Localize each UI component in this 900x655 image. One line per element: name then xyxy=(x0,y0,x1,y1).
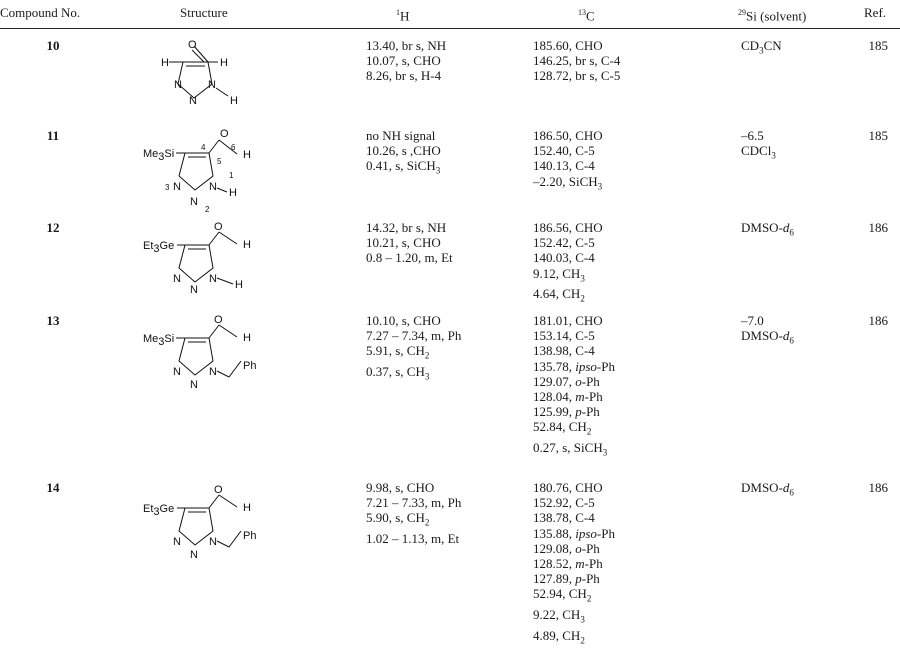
substituent xyxy=(143,240,174,255)
header-13c xyxy=(578,5,595,24)
substituent xyxy=(143,503,174,518)
c-italic: p xyxy=(575,404,582,420)
structure-13 xyxy=(143,313,283,393)
h-line: 10.21, s, CHO xyxy=(366,235,441,251)
phenyl-label: Ph xyxy=(243,530,257,542)
n-hydrogen: H xyxy=(230,95,238,107)
c-text: 128.52, xyxy=(533,556,576,572)
structure-10 xyxy=(150,38,280,113)
h-line: 7.21 – 7.33, m, Ph xyxy=(366,495,462,511)
c-line: 138.98, C-4 xyxy=(533,343,595,359)
si-subscript: 3 xyxy=(759,45,764,56)
si-line xyxy=(741,328,794,349)
c-text: 129.08, xyxy=(533,540,576,556)
c-line: 186.50, CHO xyxy=(533,128,603,143)
c-text-tail: -Ph xyxy=(581,540,600,556)
header-structure: Structure xyxy=(180,5,228,20)
c-line: 186.56, CHO xyxy=(533,220,603,235)
ring-n2: N xyxy=(190,549,198,561)
cho-hydrogen: H xyxy=(243,149,251,161)
c-text: 0.27, s, SiCH xyxy=(533,440,603,456)
c-line: 140.03, C-4 xyxy=(533,250,595,266)
cho-hydrogen: H xyxy=(243,239,251,251)
header-29si xyxy=(738,5,806,24)
c-subscript: 2 xyxy=(580,294,585,304)
c-text: 127.89, xyxy=(533,571,576,587)
header-rule xyxy=(0,28,900,29)
c-line: 152.92, C-5 xyxy=(533,495,595,511)
ring-n3: N xyxy=(173,536,181,548)
c-text-tail: -Ph xyxy=(581,571,600,587)
ring-n1: N xyxy=(209,181,217,193)
atom-number: 1 xyxy=(229,171,234,180)
c-text-tail: -Ph xyxy=(584,389,603,405)
c-line: 146.25, br s, C-4 xyxy=(533,53,621,69)
h-nmr-data xyxy=(366,220,453,266)
substituent-group: Me xyxy=(143,148,159,160)
cho-hydrogen: H xyxy=(243,502,251,514)
h-line xyxy=(366,510,461,531)
cho-oxygen: O xyxy=(188,39,197,51)
cho-oxygen: O xyxy=(214,484,223,496)
atom-number: 2 xyxy=(205,205,210,214)
c-nmr-data xyxy=(533,128,603,194)
c-subscript: 3 xyxy=(580,614,585,625)
ring-n1: N xyxy=(209,273,217,285)
si-line xyxy=(741,38,782,59)
c-line xyxy=(533,556,615,571)
c-text: 125.99, xyxy=(533,404,576,420)
si-nmr-data xyxy=(741,128,776,164)
header-1h-label: H xyxy=(400,8,410,24)
substituent-element: Si xyxy=(164,333,175,345)
phenyl-label: Ph xyxy=(243,360,257,372)
reference: 186 xyxy=(868,220,888,235)
c-text: 9.22, CH xyxy=(533,607,581,623)
h-line: 13.40, br s, NH xyxy=(366,38,447,53)
si-nmr-data xyxy=(741,220,794,241)
h-subscript: 3 xyxy=(435,166,441,176)
c-line xyxy=(533,404,615,419)
substituent-subscript: 3 xyxy=(158,151,165,163)
c-line: 181.01, CHO xyxy=(533,313,603,328)
si-text-tail: CN xyxy=(763,38,782,53)
si-subscript: 6 xyxy=(789,227,794,238)
atom-number: 3 xyxy=(165,183,170,192)
compound-number: 12 xyxy=(46,220,60,235)
h-text: 5.90, s, CH xyxy=(366,510,425,526)
si-subscript: 6 xyxy=(789,335,794,346)
n-hydrogen: H xyxy=(235,279,243,291)
h-nmr-data xyxy=(366,313,461,385)
substituent-group: Et xyxy=(143,240,154,252)
c-text-tail: -Ph xyxy=(596,525,615,541)
si-line: –7.0 xyxy=(741,313,764,328)
cho-oxygen: O xyxy=(214,221,223,233)
c-text: 135.88, xyxy=(533,525,576,541)
h-line: 8.26, br s, H-4 xyxy=(366,68,442,84)
si-italic: d xyxy=(782,220,790,235)
structure-12 xyxy=(143,220,283,295)
structure-11 xyxy=(143,128,283,218)
si-line xyxy=(741,143,776,164)
header-ref: Ref. xyxy=(864,5,887,20)
substituent: H xyxy=(161,57,169,69)
h-nmr-data xyxy=(366,38,446,84)
h-subscript: 2 xyxy=(424,518,430,528)
c-text: 128.04, xyxy=(533,389,576,405)
h-subscript: 2 xyxy=(424,351,430,361)
si-nmr-data xyxy=(741,480,794,501)
c-line: 152.40, C-5 xyxy=(533,143,595,159)
h-line: 14.32, br s, NH xyxy=(366,220,447,235)
header-29si-label: Si (solvent) xyxy=(746,8,807,24)
h-line: 9.98, s, CHO xyxy=(366,480,435,495)
h-text: 0.37, s, CH xyxy=(366,364,425,380)
h-line xyxy=(366,364,461,385)
c-line: 153.14, C-5 xyxy=(533,328,595,344)
c-line xyxy=(533,419,615,440)
c-line xyxy=(533,359,615,374)
compound-number: 14 xyxy=(46,480,60,495)
si-nmr-data xyxy=(741,38,782,59)
substituent-subscript: 3 xyxy=(158,336,165,348)
cho-oxygen: O xyxy=(220,128,229,140)
reference: 186 xyxy=(868,313,888,328)
c-line xyxy=(533,571,615,586)
c-text: 4.64, CH xyxy=(533,286,581,302)
h-nmr-data xyxy=(366,480,461,546)
c-italic: o xyxy=(575,540,582,556)
h-line: 10.07, s, CHO xyxy=(366,53,441,69)
c-nmr-data xyxy=(533,313,615,461)
h-line xyxy=(366,158,441,179)
substituent xyxy=(143,148,174,163)
c-line xyxy=(533,389,615,404)
atom-number: 4 xyxy=(201,143,206,152)
c-line: 138.78, C-4 xyxy=(533,510,595,526)
c-subscript: 2 xyxy=(586,594,592,605)
reference: 185 xyxy=(868,128,888,143)
ring-n2: N xyxy=(190,379,198,391)
substituent-element: Ge xyxy=(159,503,175,515)
c-line xyxy=(533,628,615,649)
c-italic: ipso xyxy=(575,525,597,541)
c-text-tail: -Ph xyxy=(596,358,615,374)
c-text-tail: -Ph xyxy=(584,556,603,572)
ring-n2: N xyxy=(189,95,197,107)
reference: 186 xyxy=(868,480,888,495)
si-text: CDCl xyxy=(741,143,772,159)
h-line: 10.10, s, CHO xyxy=(366,313,441,328)
c-italic: ipso xyxy=(575,358,597,374)
header-compound: Compound No. xyxy=(0,5,81,20)
c-italic: p xyxy=(575,571,582,587)
ring-n1: N xyxy=(209,366,217,378)
c-line xyxy=(533,526,615,541)
c-line: 128.72, br s, C-5 xyxy=(533,68,621,84)
c-line: 140.13, C-4 xyxy=(533,158,595,174)
c-subscript: 2 xyxy=(586,427,592,438)
si-text: DMSO- xyxy=(741,480,783,495)
si-subscript: 6 xyxy=(789,487,794,498)
ring-n1: N xyxy=(208,79,216,91)
h-text: 5.91, s, CH xyxy=(366,343,425,359)
ring-n2: N xyxy=(190,196,198,208)
header-13c-mass: 13 xyxy=(578,8,586,17)
c-italic: m xyxy=(575,389,585,405)
si-nmr-data xyxy=(741,313,794,349)
si-line xyxy=(741,480,794,501)
c-nmr-data xyxy=(533,220,603,307)
c-nmr-data xyxy=(533,38,620,84)
c-line: 180.76, CHO xyxy=(533,480,603,495)
ring-n3: N xyxy=(174,79,182,91)
compound-number: 11 xyxy=(46,128,60,143)
h-line: 10.26, s ,CHO xyxy=(366,143,441,159)
c-subscript: 3 xyxy=(602,447,608,458)
ring-n3: N xyxy=(173,181,181,193)
ring-n1: N xyxy=(209,536,217,548)
compound-number: 13 xyxy=(46,313,60,328)
substituent-element: Ge xyxy=(159,240,175,252)
si-subscript: 3 xyxy=(771,150,776,161)
c-line xyxy=(533,286,603,307)
c-line: 185.60, CHO xyxy=(533,38,603,53)
h-subscript: 3 xyxy=(424,371,430,382)
substituent-element: Si xyxy=(164,148,175,160)
h-line: no NH signal xyxy=(366,128,436,143)
c-line xyxy=(533,174,603,195)
c-italic: o xyxy=(575,373,582,389)
c-line xyxy=(533,541,615,556)
c-subscript: 3 xyxy=(597,181,603,192)
h-line: 7.27 – 7.34, m, Ph xyxy=(366,328,462,344)
atom-number: 6 xyxy=(231,143,236,152)
c-nmr-data xyxy=(533,480,615,649)
c-line xyxy=(533,266,603,287)
substituent-subscript: 3 xyxy=(153,506,160,518)
c-text-tail: -Ph xyxy=(581,404,600,420)
compound-number: 10 xyxy=(46,38,60,53)
substituent xyxy=(143,333,174,348)
c-line xyxy=(533,440,615,461)
ring-n3: N xyxy=(173,273,181,285)
c-line xyxy=(533,374,615,389)
cho-oxygen: O xyxy=(214,314,223,326)
h-line xyxy=(366,343,461,364)
header-1h-mass: 1 xyxy=(396,8,400,17)
si-italic: d xyxy=(782,480,790,495)
ring-n3: N xyxy=(173,366,181,378)
c-text-tail: -Ph xyxy=(581,373,600,389)
si-italic: d xyxy=(782,328,790,344)
substituent-group: Me xyxy=(143,333,159,345)
si-text: CD xyxy=(741,38,760,53)
ring-n2: N xyxy=(190,284,198,296)
si-text: DMSO- xyxy=(741,220,783,235)
substituent-subscript: 3 xyxy=(153,243,160,255)
header-1h xyxy=(396,5,409,24)
c-text: 52.94, CH xyxy=(533,586,587,602)
h-text: 0.41, s, SiCH xyxy=(366,158,436,174)
cho-hydrogen: H xyxy=(243,332,251,344)
c-text: 135.78, xyxy=(533,358,576,374)
atom-number: 5 xyxy=(217,157,222,166)
c-text: 129.07, xyxy=(533,373,576,389)
header-29si-mass: 29 xyxy=(738,8,746,17)
c-subscript: 2 xyxy=(580,635,585,646)
h-line: 0.8 – 1.20, m, Et xyxy=(366,250,453,266)
c-text: 9.12, CH xyxy=(533,265,581,281)
n-hydrogen: H xyxy=(229,187,237,199)
c-text: 4.89, CH xyxy=(533,628,581,644)
c-line xyxy=(533,586,615,607)
c-italic: m xyxy=(575,556,585,572)
reference: 185 xyxy=(868,38,888,53)
c-line: 152.42, C-5 xyxy=(533,235,595,251)
c-line xyxy=(533,607,615,628)
c-text: –2.20, SiCH xyxy=(533,173,598,189)
si-line xyxy=(741,220,794,241)
c-text: 52.84, CH xyxy=(533,419,587,435)
header-13c-label: C xyxy=(586,8,595,24)
si-text: DMSO- xyxy=(741,328,783,344)
h-line: 1.02 – 1.13, m, Et xyxy=(366,531,460,547)
substituent-group: Et xyxy=(143,503,154,515)
cho-hydrogen: H xyxy=(220,57,228,69)
c-subscript: 3 xyxy=(580,273,585,284)
structure-14 xyxy=(143,480,283,570)
h-nmr-data xyxy=(366,128,441,179)
si-line: –6.5 xyxy=(741,128,764,143)
